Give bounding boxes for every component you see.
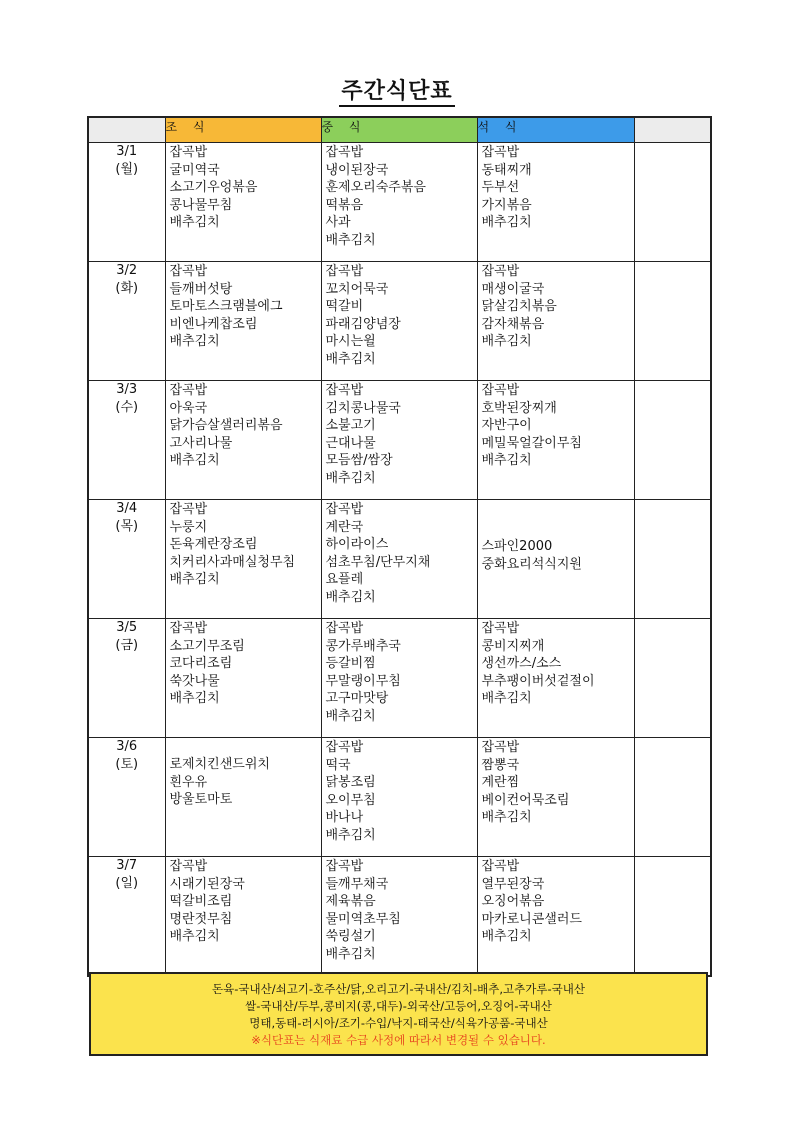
day-date: 3/3 <box>116 382 138 397</box>
dinner-items <box>478 262 634 351</box>
menu-item: 떡갈비 <box>325 299 364 314</box>
menu-item: 마시는윌 <box>325 334 376 349</box>
extra-cell <box>634 143 711 262</box>
menu-item: 떡국 <box>325 757 351 773</box>
menu-item: 잡곡밥 <box>325 264 364 279</box>
menu-item: 배추김치 <box>481 334 532 349</box>
menu-item: 매생이굴국 <box>481 281 545 297</box>
menu-item: 냉이된장국 <box>325 162 389 178</box>
menu-item: 배추김치 <box>325 232 376 248</box>
menu-item: 흰우유 <box>169 774 208 790</box>
menu-item: 등갈비찜 <box>325 656 376 671</box>
lunch-items <box>322 143 477 249</box>
dinner-items <box>478 143 634 232</box>
menu-item: 감자채볶음 <box>481 316 545 332</box>
origin-line: 명태,동태-러시아/조기-수입/낙지-태국산/식육가공품-국내산 <box>249 1016 548 1030</box>
day-row <box>88 143 711 262</box>
breakfast-cell <box>165 857 321 977</box>
menu-item: 배추김치 <box>169 572 220 587</box>
extra-cell <box>634 381 711 500</box>
breakfast-items <box>166 738 321 809</box>
menu-item: 떡갈비조림 <box>169 894 233 909</box>
menu-item: 소고기우엉볶음 <box>169 180 258 195</box>
extra-cell <box>634 619 711 738</box>
day-weekday: (목) <box>115 519 139 534</box>
menu-item: 오이무침 <box>325 792 376 808</box>
lunch-items <box>322 262 477 368</box>
day-date: 3/4 <box>116 501 138 516</box>
menu-item: 부추팽이버섯겉절이 <box>481 673 595 689</box>
lunch-items <box>322 381 477 487</box>
menu-item: 잡곡밥 <box>481 621 520 636</box>
dinner-cell <box>477 857 634 977</box>
lunch-cell <box>321 143 477 262</box>
dinner-items <box>478 500 634 573</box>
menu-item: 토마토스크램블에그 <box>169 299 283 314</box>
breakfast-items <box>166 500 321 589</box>
menu-item: 배추김치 <box>325 827 376 843</box>
extra-cell <box>634 857 711 977</box>
menu-item: 잡곡밥 <box>169 383 208 398</box>
menu-item: 요플레 <box>325 572 364 587</box>
menu-item: 비엔나케찹조림 <box>169 316 258 332</box>
menu-item: 자반구이 <box>481 418 532 433</box>
menu-item: 쑥링설기 <box>325 929 376 944</box>
day-date: 3/6 <box>116 739 138 754</box>
weekly-menu-table <box>87 116 712 977</box>
menu-item: 호박된장찌개 <box>481 400 557 416</box>
dinner-cell <box>477 500 634 619</box>
day-cell <box>88 500 165 619</box>
day-weekday: (일) <box>115 876 139 891</box>
day-date: 3/7 <box>116 858 138 873</box>
menu-item: 근대나물 <box>325 435 376 451</box>
dinner-cell <box>477 619 634 738</box>
menu-item: 닭살김치볶음 <box>481 299 557 314</box>
menu-item: 소불고기 <box>325 418 376 433</box>
day-date: 3/1 <box>116 144 138 159</box>
breakfast-cell <box>165 500 321 619</box>
menu-item: 방울토마토 <box>169 792 233 807</box>
page-title: 주간식단표 <box>339 79 454 107</box>
lunch-items <box>322 738 477 844</box>
origin-line: 돈육-국내산/쇠고기-호주산/닭,오리고기-국내산/김치-배추,고추가루-국내산 <box>212 982 585 996</box>
menu-item: 하이라이스 <box>325 537 389 552</box>
menu-item: 배추김치 <box>169 929 220 944</box>
menu-item: 잡곡밥 <box>169 145 208 160</box>
day-date: 3/2 <box>116 263 138 278</box>
menu-item: 배추김치 <box>481 691 532 706</box>
menu-item: 김치콩나물국 <box>325 400 401 416</box>
menu-item: 잡곡밥 <box>169 502 208 517</box>
menu-item: 꼬치어묵국 <box>325 281 389 297</box>
dinner-cell <box>477 143 634 262</box>
menu-item: 배추김치 <box>169 215 220 230</box>
change-notice: ※식단표는 식재료 수급 사정에 따라서 변경될 수 있습니다. <box>251 1033 546 1047</box>
menu-item: 배추김치 <box>169 334 220 349</box>
menu-item: 잡곡밥 <box>325 145 364 160</box>
day-weekday: (월) <box>115 162 139 177</box>
breakfast-cell <box>165 262 321 381</box>
menu-item: 배추김치 <box>481 810 532 825</box>
menu-item: 제육볶음 <box>325 894 376 909</box>
menu-item: 배추김치 <box>481 929 532 944</box>
menu-item: 배추김치 <box>325 946 376 962</box>
header-breakfast: 조 식 <box>165 117 321 143</box>
lunch-cell <box>321 500 477 619</box>
header-row <box>88 117 711 143</box>
menu-item: 마카로니콘샐러드 <box>481 911 582 927</box>
menu-item: 잡곡밥 <box>169 859 208 874</box>
menu-item: 잡곡밥 <box>481 383 520 398</box>
menu-item: 배추김치 <box>325 589 376 605</box>
menu-item: 들깨무채국 <box>325 876 389 892</box>
menu-item: 잡곡밥 <box>481 145 520 160</box>
dinner-items <box>478 857 634 946</box>
day-cell <box>88 143 165 262</box>
menu-item: 잡곡밥 <box>325 502 364 517</box>
menu-item: 돈육계란장조림 <box>169 537 258 552</box>
day-weekday: (토) <box>115 757 139 772</box>
menu-item: 잡곡밥 <box>169 264 208 279</box>
menu-item: 고구마맛탕 <box>325 691 389 706</box>
menu-item: 짬뽕국 <box>481 757 520 773</box>
day-cell <box>88 619 165 738</box>
breakfast-items <box>166 143 321 232</box>
breakfast-items <box>166 619 321 708</box>
header-extra <box>634 117 711 143</box>
day-row <box>88 381 711 500</box>
menu-item: 가지볶음 <box>481 197 532 213</box>
dinner-items <box>478 381 634 470</box>
menu-item: 베이컨어묵조림 <box>481 792 570 808</box>
menu-item: 모듬쌈/쌈장 <box>325 453 393 468</box>
menu-item: 잡곡밥 <box>325 621 364 636</box>
lunch-items <box>322 619 477 725</box>
menu-item: 잡곡밥 <box>325 859 364 874</box>
menu-item: 소고기무조림 <box>169 638 245 654</box>
day-row <box>88 738 711 857</box>
origin-line: 쌀-국내산/두부,콩비지(콩,대두)-외국산/고등어,오징어-국내산 <box>245 999 552 1013</box>
menu-item: 닭봉조림 <box>325 775 376 790</box>
menu-item: 동태찌개 <box>481 162 532 178</box>
lunch-cell <box>321 738 477 857</box>
breakfast-items <box>166 381 321 470</box>
menu-item: 명란젓무침 <box>169 911 233 927</box>
menu-item: 치커리사과매실청무침 <box>169 554 296 570</box>
day-date: 3/5 <box>116 620 138 635</box>
header-lunch: 중 식 <box>321 117 477 143</box>
dinner-items <box>478 619 634 708</box>
day-cell <box>88 738 165 857</box>
breakfast-cell <box>165 738 321 857</box>
origin-footer <box>89 972 708 1056</box>
menu-item: 배추김치 <box>169 453 220 468</box>
day-row <box>88 500 711 619</box>
menu-item: 사과 <box>325 215 351 230</box>
day-weekday: (금) <box>115 638 139 653</box>
menu-item: 배추김치 <box>169 691 220 706</box>
menu-item: 섬초무침/단무지채 <box>325 554 431 570</box>
menu-item: 열무된장국 <box>481 876 545 892</box>
menu-item: 잡곡밥 <box>481 859 520 874</box>
menu-item: 두부선 <box>481 180 520 195</box>
menu-item: 배추김치 <box>325 351 376 367</box>
dinner-cell <box>477 738 634 857</box>
menu-item: 아욱국 <box>169 400 208 416</box>
menu-item: 로제치킨샌드위치 <box>169 757 270 772</box>
lunch-cell <box>321 857 477 977</box>
dinner-items <box>478 738 634 827</box>
menu-item: 잡곡밥 <box>481 264 520 279</box>
extra-cell <box>634 500 711 619</box>
lunch-cell <box>321 262 477 381</box>
menu-item: 콩비지찌개 <box>481 638 545 654</box>
menu-item: 떡볶음 <box>325 197 364 213</box>
lunch-cell <box>321 619 477 738</box>
menu-item: 콩나물무침 <box>169 197 233 213</box>
breakfast-items <box>166 857 321 946</box>
day-cell <box>88 262 165 381</box>
header-dinner: 석 식 <box>477 117 634 143</box>
menu-item: 계란찜 <box>481 775 520 790</box>
breakfast-items <box>166 262 321 351</box>
menu-item: 잡곡밥 <box>169 621 208 636</box>
menu-item: 파래김양념장 <box>325 316 401 332</box>
dinner-cell <box>477 262 634 381</box>
menu-item: 생선까스/소스 <box>481 656 562 671</box>
extra-cell <box>634 262 711 381</box>
menu-item: 굴미역국 <box>169 162 220 178</box>
menu-item: 시래기된장국 <box>169 876 245 892</box>
menu-item: 스파인2000 <box>481 539 553 554</box>
menu-item: 배추김치 <box>325 708 376 724</box>
menu-item: 들깨버섯탕 <box>169 281 233 297</box>
breakfast-cell <box>165 143 321 262</box>
lunch-items <box>322 857 477 963</box>
menu-item: 쑥갓나물 <box>169 673 220 689</box>
menu-item: 물미역초무침 <box>325 911 401 927</box>
dinner-cell <box>477 381 634 500</box>
menu-item: 메밀묵얼갈이무침 <box>481 435 582 451</box>
menu-item: 잡곡밥 <box>325 740 364 755</box>
lunch-cell <box>321 381 477 500</box>
page-title-wrap <box>0 74 794 105</box>
menu-item: 배추김치 <box>325 470 376 486</box>
day-cell <box>88 857 165 977</box>
extra-cell <box>634 738 711 857</box>
day-cell <box>88 381 165 500</box>
menu-item: 잡곡밥 <box>481 740 520 755</box>
menu-item: 고사리나물 <box>169 435 233 451</box>
breakfast-cell <box>165 381 321 500</box>
menu-item: 배추김치 <box>481 215 532 230</box>
menu-item: 무말랭이무침 <box>325 673 401 689</box>
menu-item: 바나나 <box>325 810 364 825</box>
menu-item: 배추김치 <box>481 453 532 468</box>
day-weekday: (수) <box>115 400 139 415</box>
menu-item: 계란국 <box>325 519 364 535</box>
menu-item: 코다리조림 <box>169 656 233 671</box>
day-weekday: (화) <box>115 281 139 296</box>
menu-item: 콩가루배추국 <box>325 638 401 654</box>
menu-item: 누룽지 <box>169 519 208 535</box>
day-row <box>88 857 711 977</box>
menu-item: 중화요리석식지원 <box>481 556 582 572</box>
menu-item: 오징어볶음 <box>481 894 545 909</box>
lunch-items <box>322 500 477 606</box>
breakfast-cell <box>165 619 321 738</box>
menu-item: 닭가슴살샐러리볶음 <box>169 418 283 433</box>
day-row <box>88 262 711 381</box>
day-row <box>88 619 711 738</box>
header-blank <box>88 117 165 143</box>
menu-item: 잡곡밥 <box>325 383 364 398</box>
menu-item: 훈제오리숙주볶음 <box>325 180 426 195</box>
